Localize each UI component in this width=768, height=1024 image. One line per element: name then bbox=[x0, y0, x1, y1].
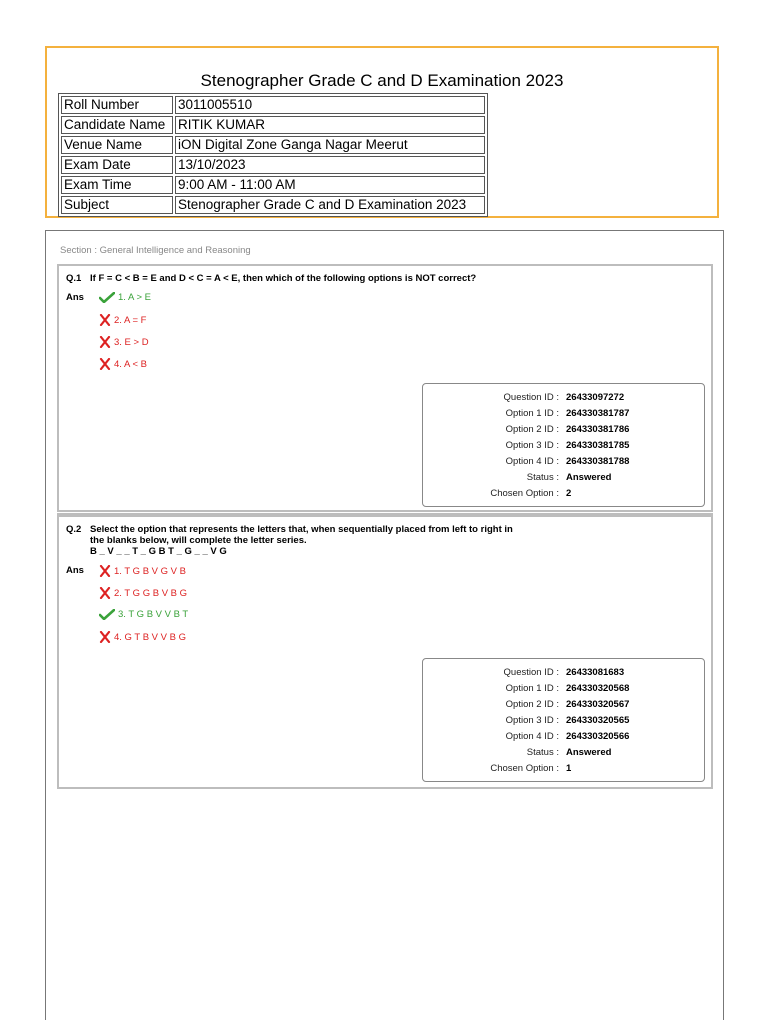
meta-value: 264330381787 bbox=[566, 408, 630, 419]
info-value: 9:00 AM - 11:00 AM bbox=[175, 176, 485, 194]
meta-key: Option 2 ID : bbox=[505, 699, 559, 710]
check-icon bbox=[99, 609, 115, 620]
option-text: 1. A > E bbox=[118, 292, 152, 303]
info-label: Roll Number bbox=[61, 96, 173, 114]
candidate-info-box bbox=[45, 46, 719, 218]
meta-key: Chosen Option : bbox=[490, 763, 559, 774]
info-row-exam-date bbox=[61, 156, 485, 174]
info-value: 3011005510 bbox=[175, 96, 485, 114]
question-meta-box bbox=[422, 383, 705, 507]
cross-icon bbox=[99, 314, 111, 326]
option-4 bbox=[99, 631, 186, 643]
option-4 bbox=[99, 358, 147, 370]
option-3 bbox=[99, 336, 149, 348]
check-icon bbox=[99, 292, 115, 303]
cross-icon bbox=[99, 587, 111, 599]
option-text: 4. A < B bbox=[114, 358, 148, 370]
option-text: 2. A = F bbox=[114, 314, 147, 326]
cross-icon bbox=[99, 336, 111, 348]
response-sheet bbox=[45, 230, 724, 1020]
meta-value: Answered bbox=[566, 472, 612, 483]
question-number: Q.2 bbox=[66, 524, 82, 535]
meta-key: Status : bbox=[526, 747, 559, 758]
meta-value: 264330381788 bbox=[566, 456, 630, 467]
option-2 bbox=[99, 587, 187, 599]
meta-key: Option 3 ID : bbox=[505, 715, 559, 726]
meta-value: 2 bbox=[566, 488, 572, 499]
meta-value: 264330381785 bbox=[566, 440, 630, 451]
info-row-venue-name bbox=[61, 136, 485, 154]
cross-icon bbox=[99, 358, 111, 370]
meta-value: 264330381786 bbox=[566, 424, 630, 435]
ans-label: Ans bbox=[66, 292, 84, 303]
option-2 bbox=[99, 314, 146, 326]
question-line: Select the option that represents the letters that, when sequentially placed from left to right in bbox=[90, 524, 513, 535]
meta-key: Chosen Option : bbox=[490, 488, 559, 499]
info-row-subject bbox=[61, 196, 485, 214]
meta-key: Question ID : bbox=[503, 392, 559, 403]
meta-value: 264330320566 bbox=[566, 731, 630, 742]
option-1 bbox=[99, 292, 151, 303]
question-text bbox=[66, 273, 476, 285]
question-text bbox=[66, 524, 513, 536]
candidate-info-table bbox=[58, 93, 488, 217]
info-label: Venue Name bbox=[61, 136, 173, 154]
meta-value: 26433097272 bbox=[566, 392, 625, 403]
option-text: 4. G T B V V B G bbox=[114, 631, 186, 643]
info-row-exam-time bbox=[61, 176, 485, 194]
info-value: Stenographer Grade C and D Examination 2023 bbox=[175, 196, 485, 214]
ans-label: Ans bbox=[66, 565, 84, 576]
option-text: 3. T G B V V B T bbox=[118, 609, 189, 620]
section-prefix: Section : bbox=[60, 245, 100, 256]
section-label bbox=[60, 245, 251, 256]
meta-value: 264330320565 bbox=[566, 715, 630, 726]
info-value: iON Digital Zone Ganga Nagar Meerut bbox=[175, 136, 485, 154]
cross-icon bbox=[99, 565, 111, 577]
question-panel-1 bbox=[57, 264, 713, 512]
meta-key: Option 4 ID : bbox=[505, 731, 559, 742]
meta-key: Option 1 ID : bbox=[505, 408, 559, 419]
option-text: 1. T G B V G V B bbox=[114, 565, 186, 577]
info-value: RITIK KUMAR bbox=[175, 116, 485, 134]
meta-value: 1 bbox=[566, 763, 572, 774]
meta-value: Answered bbox=[566, 747, 612, 758]
question-meta-box bbox=[422, 658, 705, 782]
meta-value: 264330320567 bbox=[566, 699, 630, 710]
info-label: Exam Date bbox=[61, 156, 173, 174]
question-number: Q.1 bbox=[66, 273, 82, 284]
cross-icon bbox=[99, 631, 111, 643]
info-label: Candidate Name bbox=[61, 116, 173, 134]
info-value: 13/10/2023 bbox=[175, 156, 485, 174]
option-text: 3. E > D bbox=[114, 336, 149, 348]
question-line: the blanks below, will complete the letter series. bbox=[90, 535, 307, 546]
info-row-roll-number bbox=[61, 96, 485, 114]
meta-key: Status : bbox=[526, 472, 559, 483]
question-panel-2 bbox=[57, 513, 713, 789]
question-line: If F = C < B = E and D < C = A < E, then which of the following options is NOT correct? bbox=[90, 273, 477, 284]
info-row-candidate-name bbox=[61, 116, 485, 134]
meta-value: 264330320568 bbox=[566, 683, 630, 694]
option-text: 2. T G G B V B G bbox=[114, 587, 188, 599]
info-label: Exam Time bbox=[61, 176, 173, 194]
meta-key: Option 2 ID : bbox=[505, 424, 559, 435]
meta-key: Option 4 ID : bbox=[505, 456, 559, 467]
meta-key: Option 3 ID : bbox=[505, 440, 559, 451]
meta-value: 26433081683 bbox=[566, 667, 625, 678]
section-name: General Intelligence and Reasoning bbox=[99, 245, 251, 256]
option-3 bbox=[99, 609, 188, 620]
meta-key: Option 1 ID : bbox=[505, 683, 559, 694]
meta-key: Question ID : bbox=[503, 667, 559, 678]
option-1 bbox=[99, 565, 186, 577]
info-label: Subject bbox=[61, 196, 173, 214]
question-line: B _ V _ _ T _ G B T _ G _ _ V G bbox=[90, 546, 227, 557]
exam-title: Stenographer Grade C and D Examination 2023 bbox=[200, 71, 564, 90]
